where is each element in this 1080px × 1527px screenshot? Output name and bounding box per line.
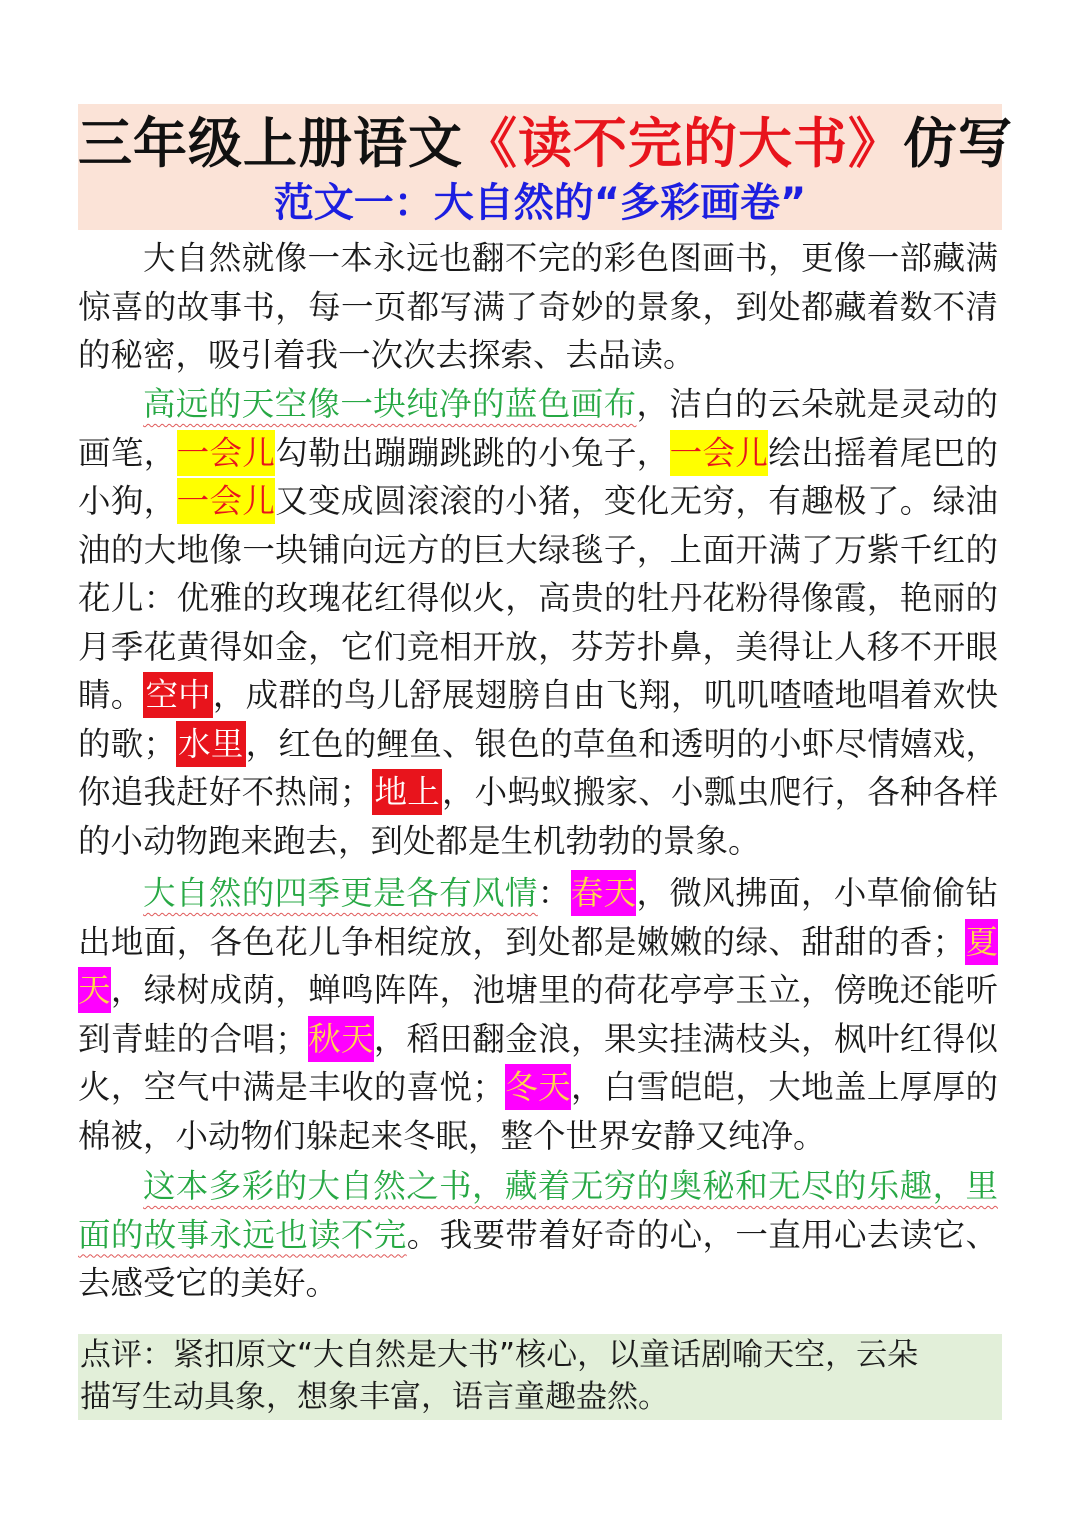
body-text: ： [537, 874, 571, 912]
body-text: ，白雪皑皑，大地盖上厚厚的棉被，小动物们躲起来冬眠，整个世界安静又纯净。 [78, 1068, 998, 1155]
body-text: ，绿树成荫，蝉鸣阵阵，池塘里的荷花亭亭玉立，傍晚还能听到青蛙的合唱； [78, 971, 998, 1058]
paragraph-seasons [78, 869, 998, 1160]
topic-sentence: 这本多彩的大自然之书，藏着无穷的奥秘和无尽的乐趣，里面的故事永远也读不完 [78, 1167, 998, 1254]
paragraph-conclusion [78, 1162, 998, 1308]
body-text: ，成群的鸟儿舒展翅膀自由飞翔，叽叽喳喳地唱着欢快的歌； [78, 676, 998, 763]
body-text: ，稻田翻金浪，果实挂满枝头，枫叶红得似火，空气中满是丰收的喜悦； [78, 1019, 998, 1106]
title-prefix: 三年级上册语文 [78, 112, 463, 175]
body-text: 勾勒出蹦蹦跳跳的小兔子， [275, 433, 670, 472]
body-text: 又变成圆滚滚的小猪，变化无穷，有趣极了。绿油油的大地像一块铺向远方的巨大绿毯子，上面开满了万紫千红的花儿：优雅的玫瑰花红得似火，高贵的牡丹花粉得像霞，艳丽的月季花黄得如金，它们竞相开放，芬芳扑鼻，美得让人移不开眼睛。 [78, 482, 998, 714]
paragraph-intro: 大自然就像一本永远也翻不完的彩色图画书，更像一部藏满惊喜的故事书，每一页都写满了奇妙的景象，到处都藏着数不清的秘密，吸引着我一次次去探索、去品读。 [78, 239, 998, 374]
comment-line: 描写生动具象，想象丰富，语言童趣盎然。 [80, 1379, 669, 1415]
highlight-season: 秋天 [308, 1016, 374, 1062]
body-text: 绘出摇着尾巴的小狗， [78, 433, 998, 520]
highlight-keyword: 一会儿 [177, 430, 276, 476]
highlight-season: 夏 [965, 919, 998, 965]
highlight-place: 地上 [372, 769, 442, 815]
highlight-season: 春天 [571, 870, 637, 916]
body-text: ，洁白的云朵就是灵动的画笔， [78, 385, 998, 472]
body-text: ，红色的鲤鱼、银色的草鱼和透明的小虾尽情嬉戏，你追我赶好不热闹； [78, 724, 998, 811]
highlight-keyword: 一会儿 [177, 478, 276, 524]
comment-text [80, 1334, 998, 1418]
comment-line: 点评：紧扣原文“大自然是大书”核心，以童话剧喻天空，云朵 [80, 1337, 919, 1373]
topic-sentence: 高远的天空像一块纯净的蓝色画布 [143, 385, 637, 423]
highlight-place: 空中 [143, 672, 212, 718]
body-text: ，微风拂面，小草偷偷钻出地面，各色花儿争相绽放，到处都是嫩嫩的绿、甜甜的香； [78, 874, 998, 961]
body-text: 。我要带着好奇的心，一直用心去读它、去感受它的美好。 [78, 1215, 998, 1302]
paragraph-sky-earth [78, 380, 998, 865]
highlight-place: 水里 [176, 721, 246, 767]
highlight-season: 冬天 [505, 1064, 571, 1110]
page-subtitle: 范文一：大自然的“多彩画卷” [273, 180, 807, 226]
title-suffix: 仿写 [903, 112, 1013, 175]
highlight-keyword: 一会儿 [670, 430, 769, 476]
highlight-season: 天 [78, 967, 111, 1013]
body-text: ，小蚂蚁搬家、小瓢虫爬行，各种各样的小动物跑来跑去，到处都是生机勃勃的景象。 [78, 773, 998, 860]
page-title [78, 108, 1013, 180]
title-book-name: 《读不完的大书》 [463, 112, 903, 175]
topic-sentence: 大自然的四季更是各有风情 [143, 874, 538, 912]
